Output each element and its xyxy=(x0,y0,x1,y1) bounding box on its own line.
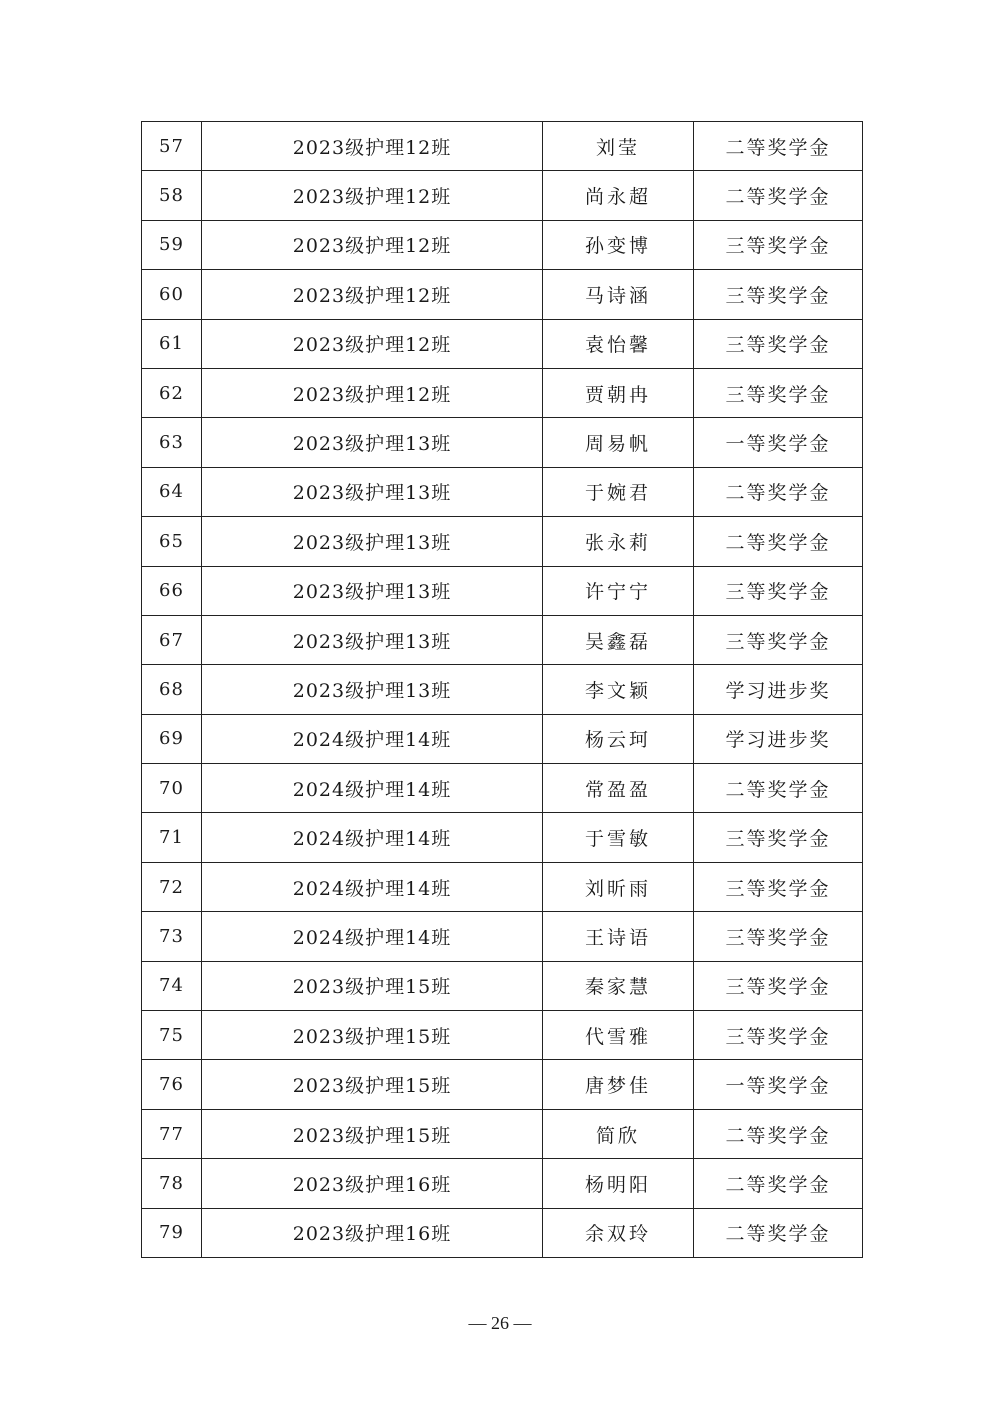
row-index-cell: 65 xyxy=(142,517,202,566)
table-row xyxy=(142,813,863,862)
class-name-cell: 2024级护理14班 xyxy=(202,813,543,862)
row-index-cell: 67 xyxy=(142,615,202,664)
student-name-cell: 杨明阳 xyxy=(543,1159,694,1208)
table-row xyxy=(142,862,863,911)
table-row xyxy=(142,270,863,319)
student-name-cell: 李文颖 xyxy=(543,665,694,714)
table-row xyxy=(142,764,863,813)
row-index-cell: 71 xyxy=(142,813,202,862)
student-name-cell: 简欣 xyxy=(543,1109,694,1158)
table-row xyxy=(142,319,863,368)
award-level-cell: 三等奖学金 xyxy=(694,912,863,961)
class-name-cell: 2023级护理13班 xyxy=(202,418,543,467)
student-name-cell: 刘莹 xyxy=(543,122,694,171)
class-name-cell: 2023级护理12班 xyxy=(202,270,543,319)
award-level-cell: 二等奖学金 xyxy=(694,122,863,171)
award-level-cell: 二等奖学金 xyxy=(694,1109,863,1158)
award-level-cell: 二等奖学金 xyxy=(694,1159,863,1208)
table-row xyxy=(142,1060,863,1109)
student-name-cell: 于雪敏 xyxy=(543,813,694,862)
row-index-cell: 72 xyxy=(142,862,202,911)
row-index-cell: 79 xyxy=(142,1208,202,1257)
student-name-cell: 吴鑫磊 xyxy=(543,615,694,664)
award-list-table xyxy=(141,121,863,1258)
student-name-cell: 孙变博 xyxy=(543,220,694,269)
row-index-cell: 75 xyxy=(142,1011,202,1060)
award-level-cell: 三等奖学金 xyxy=(694,270,863,319)
student-name-cell: 袁怡馨 xyxy=(543,319,694,368)
student-name-cell: 于婉君 xyxy=(543,467,694,516)
class-name-cell: 2023级护理15班 xyxy=(202,1109,543,1158)
table-row xyxy=(142,220,863,269)
table-row xyxy=(142,961,863,1010)
class-name-cell: 2023级护理12班 xyxy=(202,319,543,368)
award-level-cell: 三等奖学金 xyxy=(694,566,863,615)
award-level-cell: 三等奖学金 xyxy=(694,220,863,269)
class-name-cell: 2023级护理16班 xyxy=(202,1208,543,1257)
row-index-cell: 74 xyxy=(142,961,202,1010)
student-name-cell: 刘昕雨 xyxy=(543,862,694,911)
table-row xyxy=(142,171,863,220)
row-index-cell: 58 xyxy=(142,171,202,220)
award-list-table-container xyxy=(141,121,863,1258)
student-name-cell: 王诗语 xyxy=(543,912,694,961)
table-row xyxy=(142,418,863,467)
class-name-cell: 2023级护理12班 xyxy=(202,122,543,171)
class-name-cell: 2023级护理13班 xyxy=(202,566,543,615)
row-index-cell: 61 xyxy=(142,319,202,368)
student-name-cell: 代雪雅 xyxy=(543,1011,694,1060)
award-level-cell: 二等奖学金 xyxy=(694,517,863,566)
award-level-cell: 三等奖学金 xyxy=(694,319,863,368)
class-name-cell: 2023级护理13班 xyxy=(202,665,543,714)
table-row xyxy=(142,912,863,961)
class-name-cell: 2024级护理14班 xyxy=(202,764,543,813)
student-name-cell: 尚永超 xyxy=(543,171,694,220)
table-row xyxy=(142,1159,863,1208)
table-row xyxy=(142,122,863,171)
table-row xyxy=(142,665,863,714)
table-row xyxy=(142,714,863,763)
award-level-cell: 二等奖学金 xyxy=(694,764,863,813)
class-name-cell: 2023级护理15班 xyxy=(202,961,543,1010)
class-name-cell: 2023级护理12班 xyxy=(202,220,543,269)
student-name-cell: 唐梦佳 xyxy=(543,1060,694,1109)
award-level-cell: 三等奖学金 xyxy=(694,862,863,911)
table-row xyxy=(142,615,863,664)
student-name-cell: 贾朝冉 xyxy=(543,368,694,417)
class-name-cell: 2023级护理13班 xyxy=(202,615,543,664)
award-list-body xyxy=(142,122,863,1258)
row-index-cell: 76 xyxy=(142,1060,202,1109)
table-row xyxy=(142,467,863,516)
award-level-cell: 三等奖学金 xyxy=(694,615,863,664)
row-index-cell: 63 xyxy=(142,418,202,467)
row-index-cell: 60 xyxy=(142,270,202,319)
row-index-cell: 66 xyxy=(142,566,202,615)
award-level-cell: 三等奖学金 xyxy=(694,961,863,1010)
student-name-cell: 余双玲 xyxy=(543,1208,694,1257)
row-index-cell: 62 xyxy=(142,368,202,417)
student-name-cell: 常盈盈 xyxy=(543,764,694,813)
table-row xyxy=(142,1011,863,1060)
class-name-cell: 2023级护理13班 xyxy=(202,517,543,566)
row-index-cell: 64 xyxy=(142,467,202,516)
class-name-cell: 2023级护理12班 xyxy=(202,368,543,417)
award-level-cell: 一等奖学金 xyxy=(694,1060,863,1109)
student-name-cell: 马诗涵 xyxy=(543,270,694,319)
row-index-cell: 73 xyxy=(142,912,202,961)
award-level-cell: 学习进步奖 xyxy=(694,714,863,763)
table-row xyxy=(142,517,863,566)
class-name-cell: 2024级护理14班 xyxy=(202,912,543,961)
award-level-cell: 二等奖学金 xyxy=(694,171,863,220)
table-row xyxy=(142,368,863,417)
award-level-cell: 学习进步奖 xyxy=(694,665,863,714)
table-row xyxy=(142,566,863,615)
row-index-cell: 78 xyxy=(142,1159,202,1208)
student-name-cell: 杨云珂 xyxy=(543,714,694,763)
class-name-cell: 2023级护理12班 xyxy=(202,171,543,220)
student-name-cell: 张永莉 xyxy=(543,517,694,566)
class-name-cell: 2024级护理14班 xyxy=(202,862,543,911)
award-level-cell: 一等奖学金 xyxy=(694,418,863,467)
award-level-cell: 三等奖学金 xyxy=(694,1011,863,1060)
class-name-cell: 2023级护理13班 xyxy=(202,467,543,516)
award-level-cell: 三等奖学金 xyxy=(694,368,863,417)
award-level-cell: 三等奖学金 xyxy=(694,813,863,862)
row-index-cell: 77 xyxy=(142,1109,202,1158)
row-index-cell: 69 xyxy=(142,714,202,763)
row-index-cell: 57 xyxy=(142,122,202,171)
student-name-cell: 秦家慧 xyxy=(543,961,694,1010)
class-name-cell: 2023级护理15班 xyxy=(202,1060,543,1109)
page-number: — 26 — xyxy=(468,1313,532,1333)
student-name-cell: 周易帆 xyxy=(543,418,694,467)
row-index-cell: 70 xyxy=(142,764,202,813)
award-level-cell: 二等奖学金 xyxy=(694,467,863,516)
class-name-cell: 2024级护理14班 xyxy=(202,714,543,763)
table-row xyxy=(142,1208,863,1257)
student-name-cell: 许宁宁 xyxy=(543,566,694,615)
class-name-cell: 2023级护理16班 xyxy=(202,1159,543,1208)
row-index-cell: 68 xyxy=(142,665,202,714)
award-level-cell: 二等奖学金 xyxy=(694,1208,863,1257)
table-row xyxy=(142,1109,863,1158)
row-index-cell: 59 xyxy=(142,220,202,269)
class-name-cell: 2023级护理15班 xyxy=(202,1011,543,1060)
